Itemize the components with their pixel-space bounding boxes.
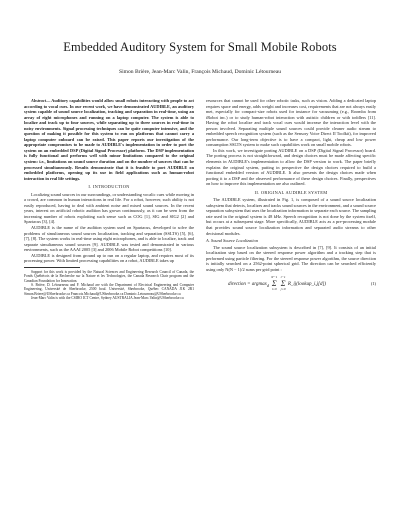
sigma-symbol-inner: Σ — [280, 279, 286, 289]
intro-paragraph-3: AUDIBLE is designed from ground up to run on a regular laptop, and requires most of its processing power. With limited processing capabilities on a robot, AUDIBLE takes up — [24, 252, 194, 264]
footnote-affiliation-sherbrooke: S. Brière, D. Létourneau and F. Michaud are with the Department of Electrical Engineering and Computer Engineering, Université de Sherbrooke, 2500 boul. Université, Sherbrooke, Québec CANADA J1K 2R1 Simon.Briere@USherbrooke.ca Francois.Michaud@USherbrooke.ca Dominic.Letourneau@USherbrooke.ca — [24, 283, 194, 296]
localization-paragraph-1: The sound source localization subsystem is described in [7], [9]. It consists of an initial localization step based on the steered response power algorithm and a tracking step that is performed using particle filtering. For the steered response power algorithm, the source direction is initially searched on a 2562-point spherical grid. The direction can be searched efficiently using only N(N − 1)/2 sums per grid point : — [206, 244, 376, 272]
equation-1 — [206, 276, 376, 292]
sum-outer-top: N−1 — [271, 275, 278, 280]
subsection-heading-localization: A. Sound Source Localization — [206, 238, 259, 244]
sum-inner-bottom: j=0 — [280, 287, 286, 292]
equation-lhs-sub: d — [266, 283, 269, 289]
equation-number: (1) — [370, 281, 376, 287]
section-heading-introduction: I. INTRODUCTION — [88, 184, 130, 190]
intro-paragraph-4: resources that cannot be used for other robotic tasks, such as vision. Adding a dedicated laptop requires space and energy, adds weight and increases cost, requirements that are not always easily met, especially for compact-size robots used for instance for vacuuming (e.g., Roomba from iRobot inc.) or to study human-robot interaction with autistic children or with toddlers [11]. Having the robot localize and track vocal cues would increase the interaction level with the person involved. Separating multiple sound sources could provide cleaner audio stream to embedded speech recognition system (such as the Sensory Voice Direct II Toolkit), for improved performance. Our long-term objective is to have a compact, light, cheap and low power consumption SSLTS system to make such capabilities work on small mobile robots. — [206, 98, 376, 148]
paper-title: Embedded Auditory System for Small Mobile Robots — [63, 40, 337, 54]
section-heading-original-system: II. ORIGINAL AUDIBLE SYSTEM — [254, 189, 328, 195]
paper-authors: Simon Brière, Jean-Marc Valin, François Michaud, Dominic Létourneau — [118, 69, 282, 75]
footnote-support: Support for this work is provided by the Natural Sciences and Engineering Research Council of Canada, the Fonds Québécois de la Recherche sur la Nature et les Technologies, the Canada Research Chair program and the Canadian Foundation for Innovation. — [24, 269, 194, 283]
abstract-text: — Auditory capabilities would allow small robots interacting with people to act according to vocal cues. In our recent work, we have demonstrated AUDIBLE, an auditory system capable of sound source localization, tracking and separation in real-time, using an array of eight microphones and running on a laptop computer. The system is able to localize and track up to four sources, while separating up to three sources in real-time in noisy environments. Signal processing techniques can be quite computer intensive, and the question of making it possible for this system to run on platforms that cannot carry a laptop computer onboard can be raised. This paper reports our investigation of the appropriate compromises to be made to AUDIBLE's implementation in order to port the system on an embedded DSP (Digital Signal Processor) platform. The DSP implementation is fully functional and performs well with minor limitations compared to the original system: i.e., limitations on sound source duration and on the number of sources that can be processed simultaneously. Results demonstrate that it is feasible to port AUDIBLE on embedded platforms, opening up its use in field applications such as human-robot interaction in real life settings. — [24, 98, 194, 181]
sigma-symbol: Σ — [271, 279, 277, 289]
system-paragraph-1: The AUDIBLE system, illustrated in Fig. 1, is composed of a sound source localization subsystem that detects, localizes and tracks sound sources in the environment, and a sound source separation subsystem that uses the localization information to separate each source. The sampling rate used in the original system is 48 kHz. Speech recognition is not done by the system itself, but occurs at a subsequent stage. More specifically, AUDIBLE acts as a pre-processing module that provides sound source localization information and separated audio streams to other decisional modules. — [206, 197, 376, 236]
abstract — [24, 98, 194, 181]
footnote-affiliation-csiro: Jean-Marc Valin is with the CSIRO ICT Centre, Sydney AUSTRALIA Jean-Marc.Valin@USherbrooke.ca — [31, 296, 184, 301]
right-column — [206, 98, 376, 292]
left-column — [24, 98, 194, 301]
abstract-label: Abstract — [31, 98, 46, 103]
summation-outer — [271, 276, 277, 292]
sum-inner-top: i−1 — [280, 275, 286, 280]
intro-paragraph-1: Localizing sound sources in our surroundings, or understanding vocalic cues while moving in a crowd, are common in human interactions in real life. For a robot, however, such ability is not easily reproduced, having to deal with ambient noise and mixed sound sources. In the recent years, interest on artificial robotic audition has grown continuously, as it can be seen from the increasing number of robots exploiting such sense such as COG [1], SIG and SIG2 [2] and Spartacus [3], [4]. — [24, 191, 194, 225]
footnote-rule — [24, 267, 80, 268]
sum-outer-bottom: i=0 — [271, 287, 277, 292]
equation-lhs-text: direction = argmax — [228, 282, 267, 288]
intro-paragraph-5: In this work, we investigate porting AUDIBLE on a DSP (Digital Signal Processor) board. The porting process is not straightforward, and design choices must be made affecting specific elements in AUDIBLE's implementation to allow the DSP version to work. The paper briefly explains the original system, putting in perspective the design choices required to build a functional embedded version of AUDIBLE. It also presents the design choices made when porting it to a DSP and the observed performance of these design choices. Finally, perspectives on how to improve this implementation are also outlined. — [206, 147, 376, 187]
equation-lhs — [206, 276, 326, 292]
equation-term: R_ij(lookup_i,j[d]) — [287, 282, 327, 288]
summation-inner — [281, 276, 286, 292]
intro-paragraph-2: AUDIBLE is the name of the audition system used on Spartacus, developed to solve the problems of simultaneous sound sources localization, tracking and separation (SSLTS) [5], [6], [7], [8]. The system works in real-time using eight microphones, and is able to localize, track and separate simultaneous sound sources [9]. AUDIBLE was tested and demonstrated in various environments, such as the AAAI 2005 [3] and 2006 Mobile Robot competitions [10]. — [24, 225, 194, 253]
